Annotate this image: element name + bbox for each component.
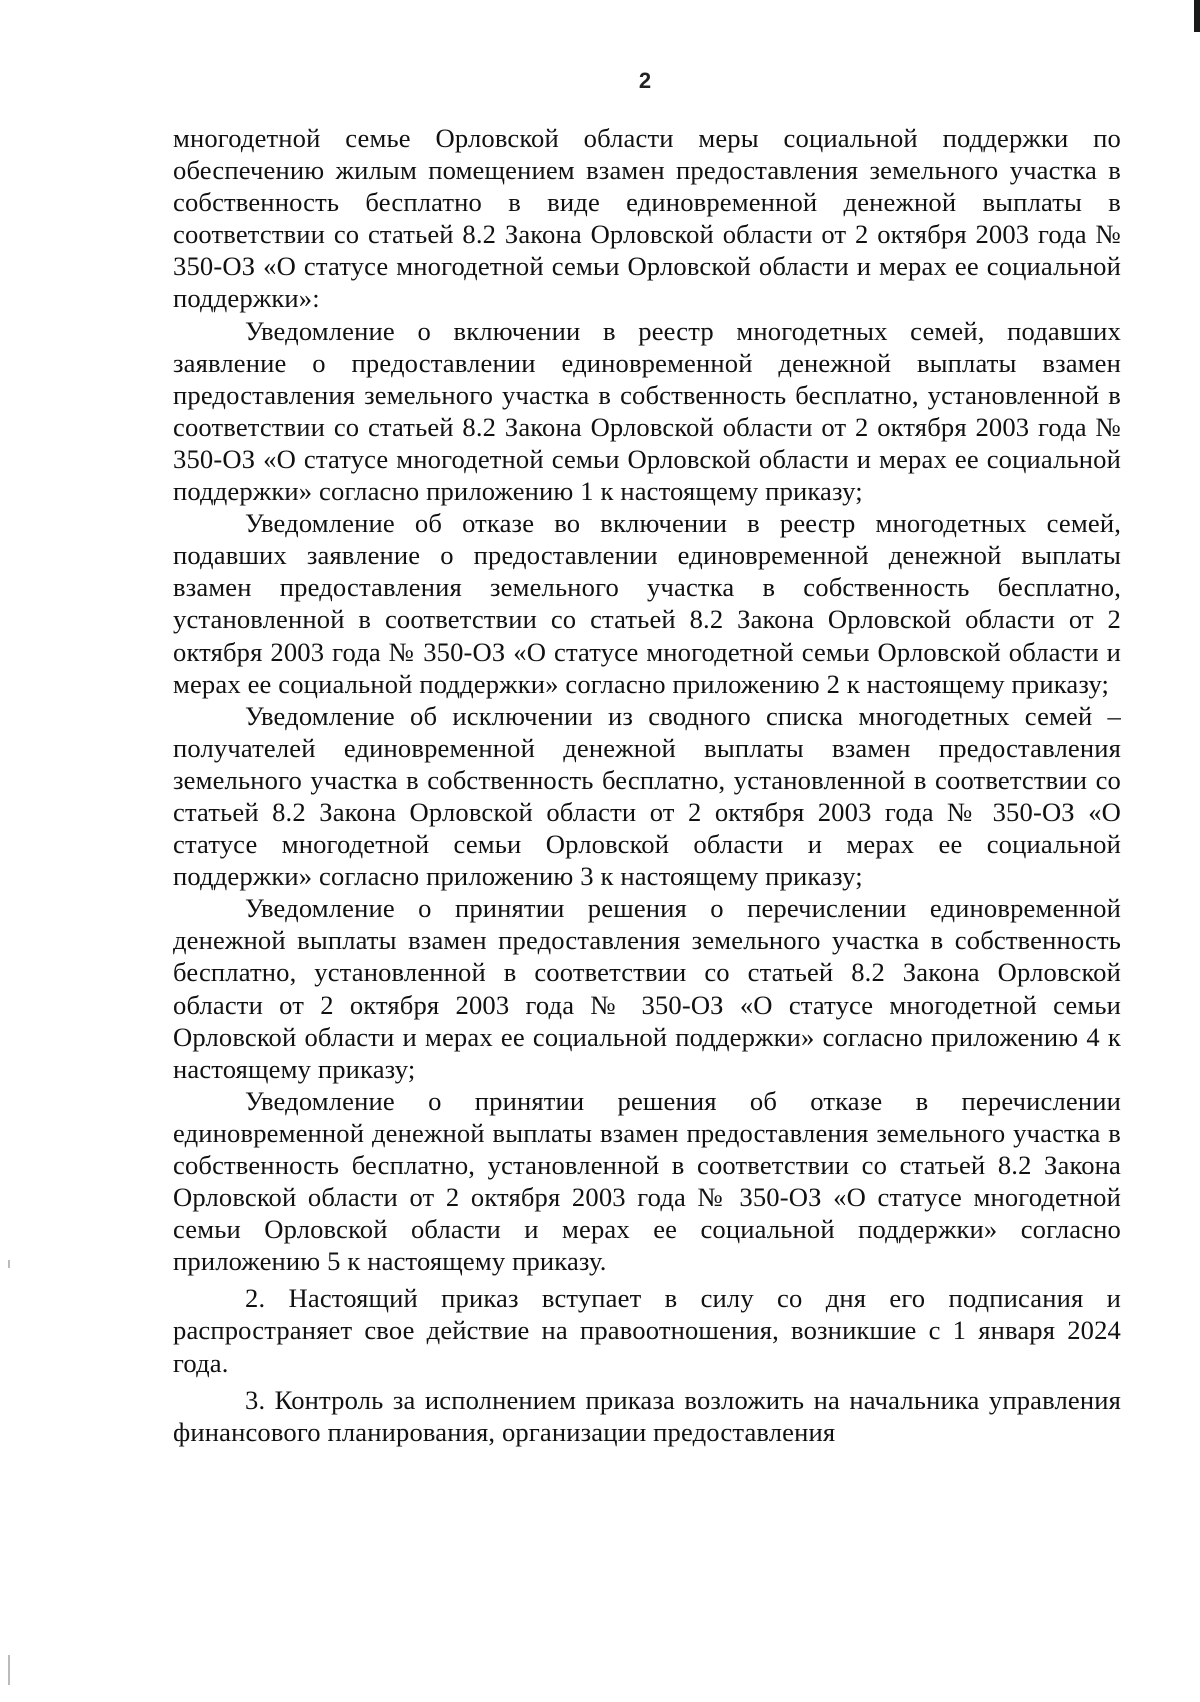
paragraph-notice-exclusion: Уведомление об исключении из сводного списка многодетных семей – получателей единовременной денежной выплаты взамен предоставления земельного участка в собственность бесплатно, установленной в соответствии со статьей 8.2 Закона Орловской области от 2 октября 2003 года № 350-ОЗ «О статусе многодетной семьи Орловской области и мерах ее социальной поддержки» согласно приложению 3 к настоящему приказу; [173, 700, 1121, 892]
paragraph-notice-transfer-refusal: Уведомление о принятии решения об отказе в перечислении единовременной денежной выплаты взамен предоставления земельного участка в собственность бесплатно, установленной в соответствии со статьей 8.2 Закона Орловской области от 2 октября 2003 года № 350-ОЗ «О статусе многодетной семьи Орловской области и мерах ее социальной поддержки» согласно приложению 5 к настоящему приказу. [173, 1085, 1121, 1277]
paragraph-notice-transfer-decision: Уведомление о принятии решения о перечислении единовременной денежной выплаты взамен предоставления земельного участка в собственность бесплатно, установленной в соответствии со статьей 8.2 Закона Орловской области от 2 октября 2003 года № 350-ОЗ «О статусе многодетной семьи Орловской области и мерах ее социальной поддержки» согласно приложению 4 к настоящему приказу; [173, 893, 1121, 1084]
paragraph-continuation: многодетной семье Орловской области меры социальной поддержки по обеспечению жилым помещением взамен предоставления земельного участка в собственность бесплатно в виде единовременной денежной выплаты в соответствии со статьей 8.2 Закона Орловской области от 2 октября 2003 года № 350-ОЗ «О статусе многодетной семьи Орловской области и мерах ее социальной поддержки»: [173, 123, 1121, 314]
paragraph-clause-2: 2. Настоящий приказ вступает в силу со дня его подписания и распространяет свое действие на правоотношения, возникшие с 1 января 2024 года. [173, 1283, 1121, 1378]
paragraph-notice-inclusion: Уведомление о включении в реестр многодетных семей, подавших заявление о предоставлении единовременной денежной выплаты взамен предоставления земельного участка в собственность бесплатно, установленной в соответствии со статьей 8.2 Закона Орловской области от 2 октября 2003 года № 350-ОЗ «О статусе многодетной семьи Орловской области и мерах ее социальной поддержки» согласно приложению 1 к настоящему приказу; [173, 315, 1121, 507]
scan-margin-mark [8, 1655, 10, 1685]
paragraph-notice-refusal-inclusion: Уведомление об отказе во включении в реестр многодетных семей, подавших заявление о предоставлении единовременной денежной выплаты взамен предоставления земельного участка в собственность бесплатно, установленной в соответствии со статьей 8.2 Закона Орловской области от 2 октября 2003 года № 350-ОЗ «О статусе многодетной семьи Орловской области и мерах ее социальной поддержки» согласно приложению 2 к настоящему приказу; [173, 508, 1121, 699]
page-number: 2 [638, 68, 652, 93]
document-body [173, 122, 1121, 1448]
scan-margin-mark [8, 1260, 10, 1268]
scan-edge-mark [1194, 0, 1200, 32]
paragraph-clause-3: 3. Контроль за исполнением приказа возложить на начальника управления финансового планирования, организации предоставления [173, 1384, 1121, 1447]
